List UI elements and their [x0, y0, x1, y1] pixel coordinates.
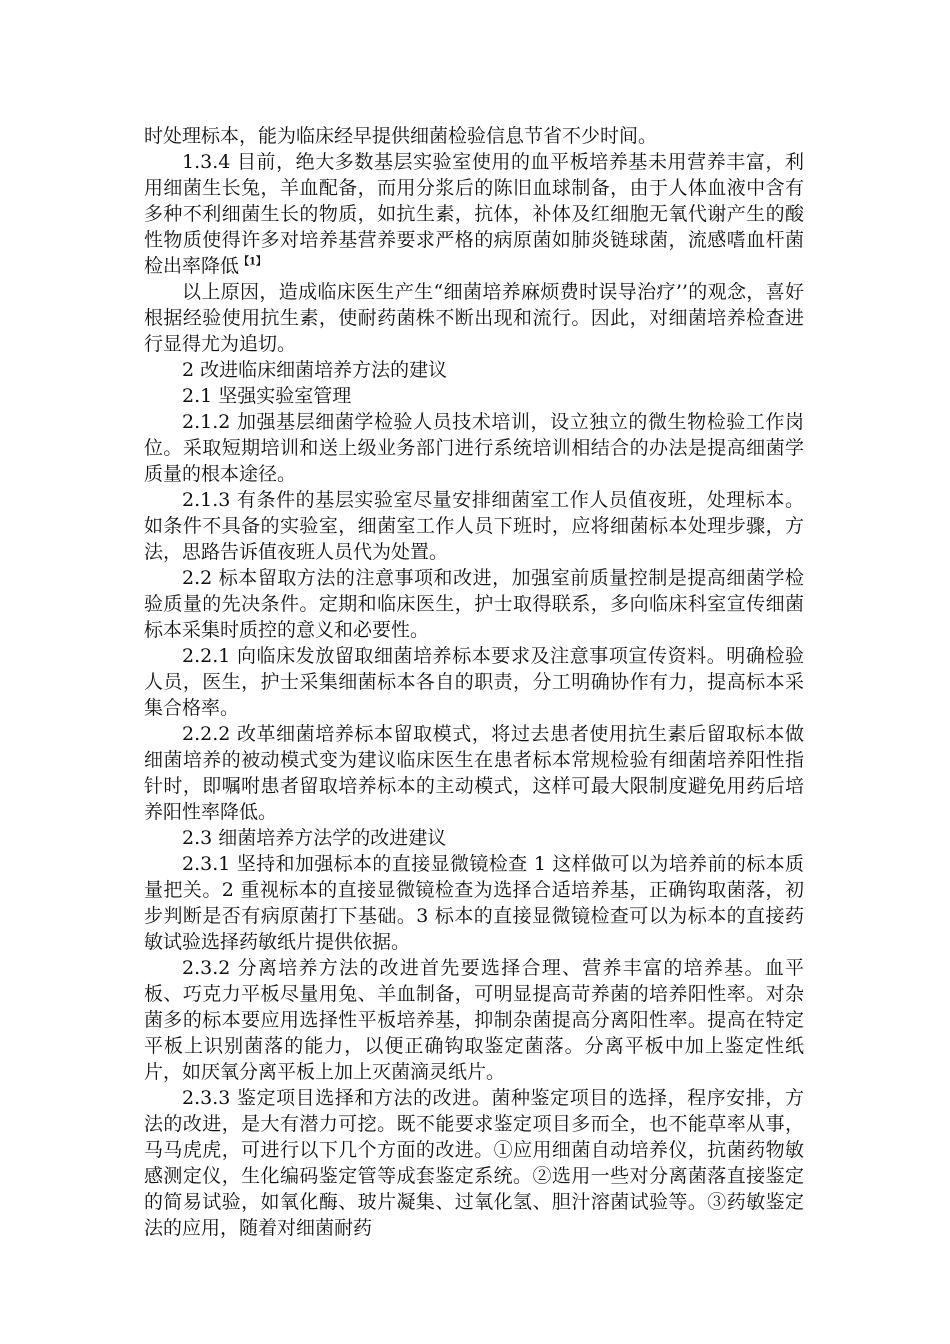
paragraph-2-1-3: 2.1.3 有条件的基层实验室尽量安排细菌室工作人员值夜班，处理标本。如条件不具备的实验室，细菌室工作人员下班时，应将细菌标本处理步骤，方法，思路告诉值夜班人员代为处置。: [144, 489, 804, 563]
heading-section-2-1: 2.1 坚强实验室管理: [182, 385, 352, 407]
paragraph-2-1-2: 2.1.2 加强基层细菌学检验人员技术培训，设立独立的微生物检验工作岗位。采取短期培训和送上级业务部门进行系统培训相结合的办法是提高细菌学质量的根本途径。: [144, 411, 804, 485]
heading-section-2: 2 改进临床细菌培养方法的建议: [182, 359, 448, 381]
paragraph-continuation: 时处理标本，能为临床经早提供细菌检验信息节省不少时间。: [144, 125, 658, 147]
paragraph-summary: 以上原因，造成临床医生产生“细菌培养麻烦费时误导治疗’’的观念，喜好根据经验使用抗生素，使耐药菌株不断出现和流行。因此，对细菌培养检查进行显得尤为追切。: [144, 281, 804, 355]
heading-section-2-3: 2.3 细菌培养方法学的改进建议: [182, 827, 447, 849]
paragraph-1-3-4: [144, 149, 804, 279]
document-body: [144, 123, 804, 1241]
paragraph-2-3-3: 2.3.3 鉴定项目选择和方法的改进。菌种鉴定项目的选择，程序安排，方法的改进，是大有潜力可挖。既不能要求鉴定项目多而全，也不能草率从事，马马虎虎，可进行以下几个方面的改进。①应用细菌自动培养仪，抗菌药物敏感测定仪，生化编码鉴定管等成套鉴定系统。②选用一些对分离菌落直接鉴定的简易试验，如氧化酶、玻片凝集、过氧化氢、胆汁溶菌试验等。③药敏鉴定法的应用，随着对细菌耐药: [144, 1087, 804, 1239]
paragraph-2-3-1: 2.3.1 坚持和加强标本的直接显微镜检查 1 这样做可以为培养前的标本质量把关。2 重视标本的直接显微镜检查为选择合适培养基，正确钩取菌落，初步判断是否有病原菌打下基础。3 标本的直接显微镜检查可以为标本的直接药敏试验选择药敏纸片提供依据。: [144, 853, 804, 953]
citation-marker: 【1】: [239, 256, 266, 268]
paragraph-1-3-4-text: 1.3.4 目前，绝大多数基层实验室使用的血平板培养基未用营养丰富，利用细菌生长兔，羊血配备，而用分浆后的陈旧血球制备，由于人体血液中含有多种不利细菌生长的物质，如抗生素，抗体，补体及红细胞无氧代谢产生的酸性物质使得许多对培养基营养要求严格的病原菌如肺炎链球菌，流感嗜血杆菌检出率降低: [144, 151, 804, 277]
paragraph-2-2-1: 2.2.1 向临床发放留取细菌培养标本要求及注意事项宣传资料。明确检验人员，医生，护士采集细菌标本各自的职责，分工明确协作有力，提高标本采集合格率。: [144, 645, 804, 719]
paragraph-2-2: 2.2 标本留取方法的注意事项和改进，加强室前质量控制是提高细菌学检验质量的先决条件。定期和临床医生，护士取得联系，多向临床科室宣传细菌标本采集时质控的意义和必要性。: [144, 567, 804, 641]
paragraph-2-2-2: 2.2.2 改革细菌培养标本留取模式，将过去患者使用抗生素后留取标本做细菌培养的被动模式变为建议临床医生在患者标本常规检验有细菌培养阳性指针时，即嘱咐患者留取培养标本的主动模式，这样可最大限制度避免用药后培养阳性率降低。: [144, 723, 804, 823]
paragraph-2-3-2: 2.3.2 分离培养方法的改进首先要选择合理、营养丰富的培养基。血平板、巧克力平板尽量用兔、羊血制备，可明显提高苛养菌的培养阳性率。对杂菌多的标本要应用选择性平板培养基，抑制杂菌提高分离阳性率。提高在特定平板上识别菌落的能力，以便正确钩取鉴定菌落。分离平板中加上鉴定性纸片，如厌氧分离平板上加上灭菌滴灵纸片。: [144, 957, 804, 1083]
